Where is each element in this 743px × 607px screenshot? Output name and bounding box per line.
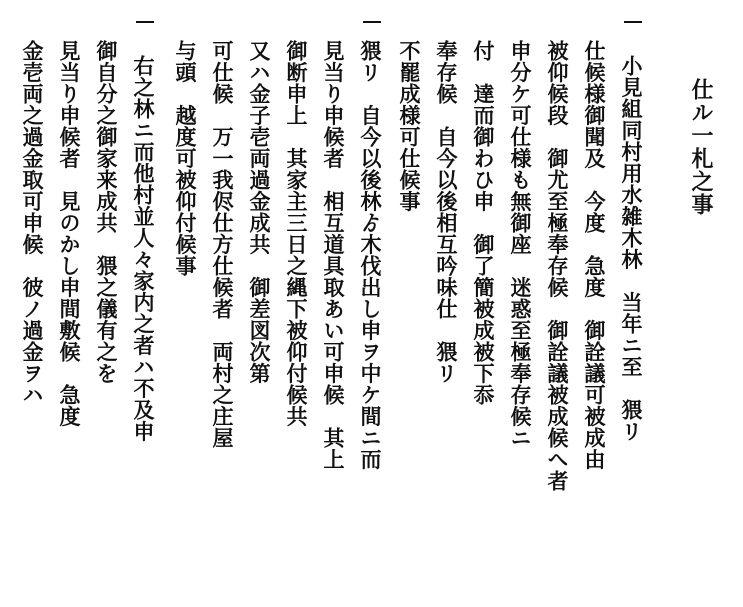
text-line-8: 猥リ 自今以後林ゟ木伐出し申ヲ中ケ間ニ而 (358, 40, 383, 470)
text-line-5: 付 達而御わひ申 御了簡被成被下忝 (471, 40, 496, 406)
text-line-14: 右之林ニ而他村並人々家内之者ハ不及申 (131, 55, 156, 442)
text-line-3: 被仰候段 御尤至極奉存候 御詮議被成候へ者 (545, 40, 570, 492)
text-line-16: 見当り申候者 見のかし申間敷候 急度 (57, 40, 82, 427)
document-title: 仕ル一札之事 (688, 78, 714, 216)
text-line-7: 不罷成様可仕候事 (397, 40, 422, 212)
text-line-12: 可仕候 万一我侭仕方仕候者 両村之庄屋 (210, 40, 235, 449)
text-line-4: 申分ケ可仕様も無御座 迷惑至極奉存候ニ (508, 40, 533, 449)
item-mark-1 (624, 21, 642, 23)
text-line-13: 与頭 越度可被仰付候事 (173, 40, 198, 277)
text-line-17: 金壱両之過金取可申候 彼ノ過金ヲハ (20, 40, 45, 406)
text-line-11: 又ハ金子壱両過金成共 御差図次第 (247, 40, 272, 384)
text-line-1: 小見組同村用水雑木林 当年ニ至 猥リ (619, 55, 644, 442)
item-mark-2 (363, 21, 381, 23)
text-line-9: 見当り申候者 相互道具取あい可申候 其上 (321, 40, 346, 470)
text-line-10: 御断申上 其家主三日之縄下被仰付候共 (284, 40, 309, 427)
text-line-6: 奉存候 自今以後相互吟味仕 猥リ (434, 40, 459, 384)
item-mark-3 (136, 21, 154, 23)
text-line-15: 御自分之御家来成共 猥之儀有之を (94, 40, 119, 384)
text-line-2: 仕候様御聞及 今度 急度 御詮議可被成由 (582, 40, 607, 470)
